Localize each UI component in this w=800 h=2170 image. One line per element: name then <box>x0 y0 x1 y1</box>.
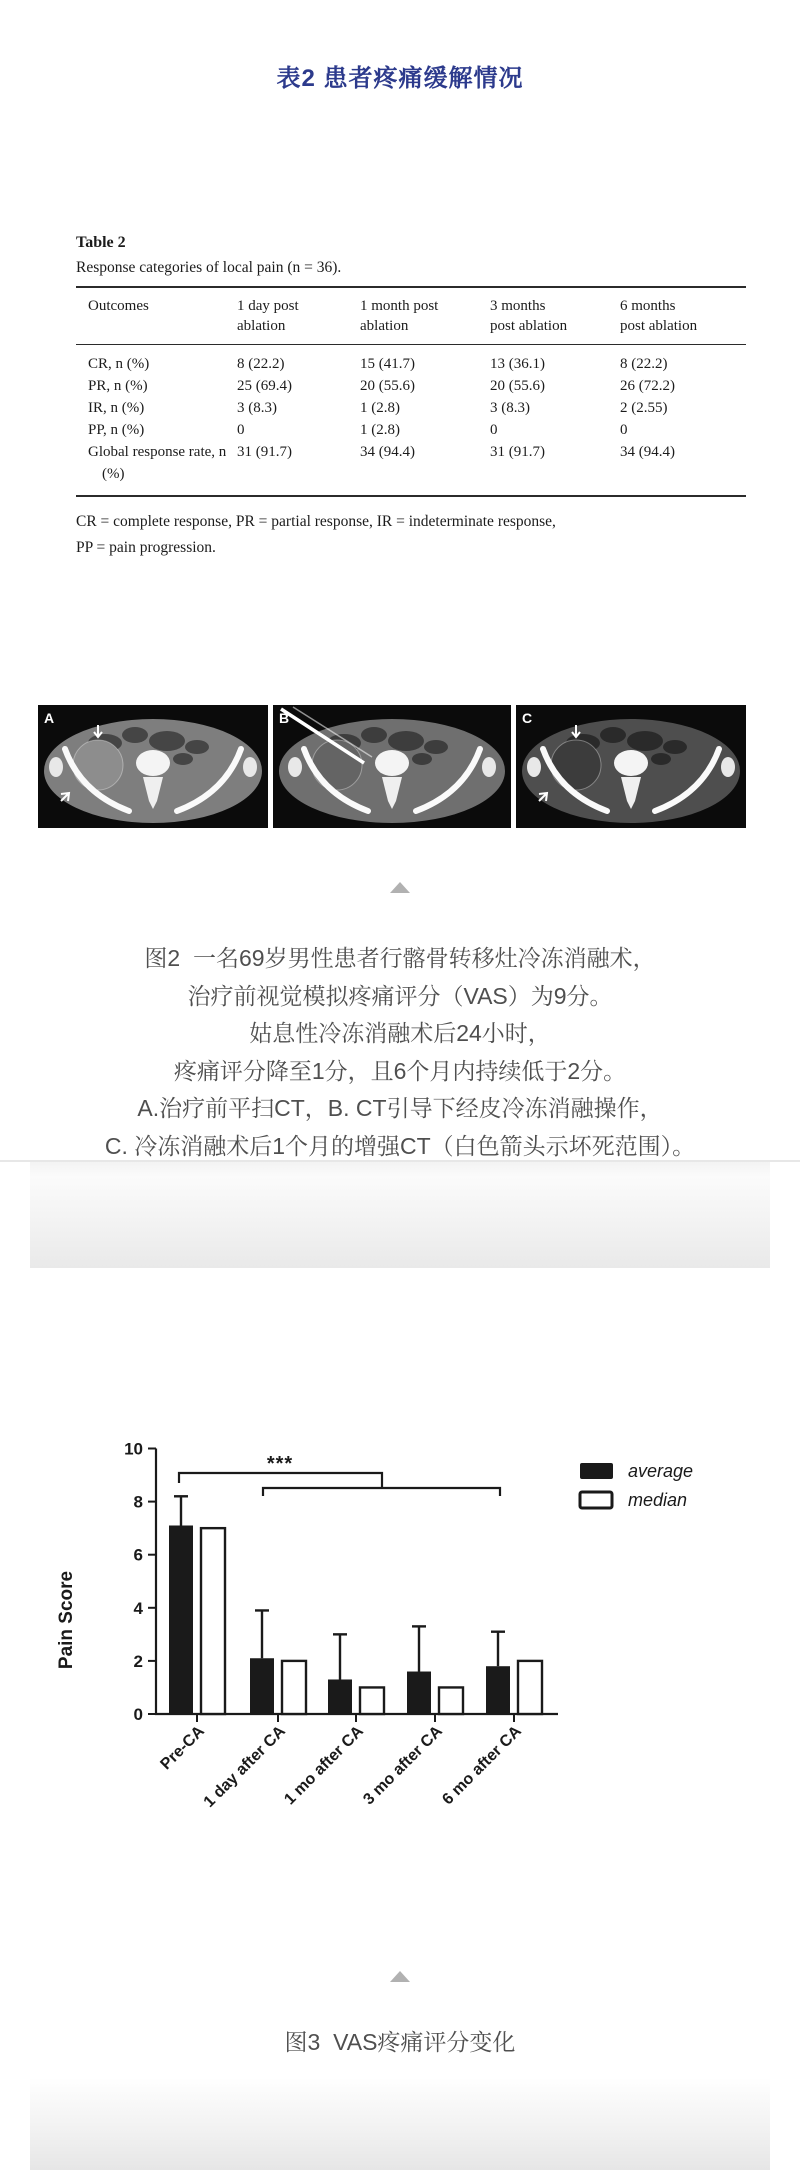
value-cell: 15 (41.7) <box>360 356 415 372</box>
table-footnote: CR = complete response, PR = partial response, IR = indeterminate response, PP = pain progression. <box>76 513 556 556</box>
bar-average <box>486 1666 510 1714</box>
y-tick-label: 4 <box>133 1598 143 1618</box>
bar-median <box>360 1687 384 1714</box>
y-tick-label: 6 <box>133 1545 143 1565</box>
y-tick-label: 10 <box>124 1439 143 1459</box>
table-col-header: Outcomes <box>76 287 231 345</box>
caption-line: 治疗前视觉模拟疼痛评分（VAS）为9分。 <box>187 982 613 1009</box>
outcome-cell: Global response rate, n (%) <box>88 444 227 482</box>
value-cell: 25 (69.4) <box>237 378 292 394</box>
table-row <box>76 397 746 419</box>
value-cell: 3 (8.3) <box>490 400 530 416</box>
collapse-triangle-icon[interactable] <box>390 1971 410 1982</box>
vas-bar-chart <box>40 1430 720 1860</box>
significance-bracket <box>179 1473 382 1488</box>
figure2-caption <box>0 940 800 1165</box>
caption-line: A.治疗前平扫CT，B. CT引导下经皮冷冻消融操作， <box>137 1095 663 1121</box>
table-row <box>76 419 746 441</box>
bar-median <box>201 1528 225 1714</box>
caption-line: 图2 一名69岁男性患者行髂骨转移灶冷冻消融术， <box>144 945 656 971</box>
ct-panel-label: C <box>522 710 533 726</box>
bar-median <box>518 1661 542 1714</box>
value-cell: 26 (72.2) <box>620 378 675 394</box>
value-cell: 1 (2.8) <box>360 422 400 438</box>
value-cell: 2 (2.55) <box>620 400 668 416</box>
outcome-cell: CR, n (%) <box>88 356 150 372</box>
x-tick-label: 1 mo after CA <box>281 1722 367 1809</box>
legend-swatch-average <box>580 1463 613 1479</box>
legend-label-average: average <box>628 1461 694 1481</box>
bar-average <box>169 1525 193 1714</box>
ct-image-panel-a <box>38 705 268 828</box>
table-row <box>76 441 746 496</box>
table-col-header: 6 months post ablation <box>614 287 746 345</box>
table-label: Table 2 <box>76 234 126 251</box>
value-cell: 3 (8.3) <box>237 400 277 416</box>
value-cell: 8 (22.2) <box>237 356 285 372</box>
y-tick-label: 2 <box>133 1651 143 1671</box>
y-axis-label: Pain Score <box>56 1570 77 1670</box>
bar-median <box>282 1661 306 1714</box>
table-row <box>76 375 746 397</box>
bar-average <box>328 1679 352 1714</box>
x-tick-label: 3 mo after CA <box>360 1722 446 1809</box>
x-tick-label: Pre-CA <box>157 1722 208 1774</box>
table-row <box>76 345 746 376</box>
table-col-header: 1 month post ablation <box>354 287 484 345</box>
caption-line: 姑息性冷冻消融术后24小时， <box>249 1020 551 1046</box>
ct-panel-label: A <box>44 710 55 726</box>
legend-swatch-median <box>580 1492 612 1508</box>
value-cell: 34 (94.4) <box>620 444 675 460</box>
bar-average <box>250 1658 274 1714</box>
value-cell: 8 (22.2) <box>620 356 668 372</box>
value-cell: 20 (55.6) <box>490 378 545 394</box>
bar-median <box>439 1687 463 1714</box>
value-cell: 1 (2.8) <box>360 400 400 416</box>
figure2-ct-panels <box>38 705 746 828</box>
legend-label-median: median <box>628 1490 688 1510</box>
value-cell: 20 (55.6) <box>360 378 415 394</box>
bottom-divider-band <box>30 2078 770 2170</box>
figure3-caption: 图3 VAS疼痛评分变化 <box>284 2029 516 2055</box>
significance-bracket <box>263 1488 500 1496</box>
value-cell: 0 <box>237 422 245 438</box>
outcome-cell: PR, n (%) <box>88 378 148 394</box>
ct-panel-label: B <box>279 710 290 726</box>
outcome-cell: IR, n (%) <box>88 400 145 416</box>
collapse-triangle-icon[interactable] <box>390 882 410 893</box>
value-cell: 0 <box>620 422 628 438</box>
caption-line: 疼痛评分降至1分，且6个月内持续低于2分。 <box>173 1057 627 1084</box>
value-cell: 0 <box>490 422 498 438</box>
x-tick-label: 1 day after CA <box>200 1722 289 1811</box>
outcomes-table <box>76 286 746 497</box>
ct-image-panel-c <box>516 705 746 828</box>
table-col-header: 3 months post ablation <box>484 287 614 345</box>
value-cell: 31 (91.7) <box>490 444 545 460</box>
caption-line: C. 冷冻消融术后1个月的增强CT（白色箭头示坏死范围）。 <box>104 1132 696 1159</box>
ct-image-panel-b <box>273 705 511 828</box>
table-col-header: 1 day post ablation <box>231 287 354 345</box>
table-caption: Response categories of local pain (n = 36). <box>76 259 342 276</box>
section-title: 表2 患者疼痛缓解情况 <box>276 65 524 92</box>
significance-stars: *** <box>266 1453 294 1475</box>
value-cell: 13 (36.1) <box>490 356 545 372</box>
section-divider-band <box>30 1162 770 1268</box>
table2-block <box>76 234 752 561</box>
value-cell: 34 (94.4) <box>360 444 415 460</box>
y-tick-label: 8 <box>133 1492 143 1512</box>
value-cell: 31 (91.7) <box>237 444 292 460</box>
y-tick-label: 0 <box>133 1705 143 1724</box>
bar-average <box>407 1672 431 1714</box>
x-tick-label: 6 mo after CA <box>439 1722 525 1809</box>
outcome-cell: PP, n (%) <box>88 422 145 438</box>
